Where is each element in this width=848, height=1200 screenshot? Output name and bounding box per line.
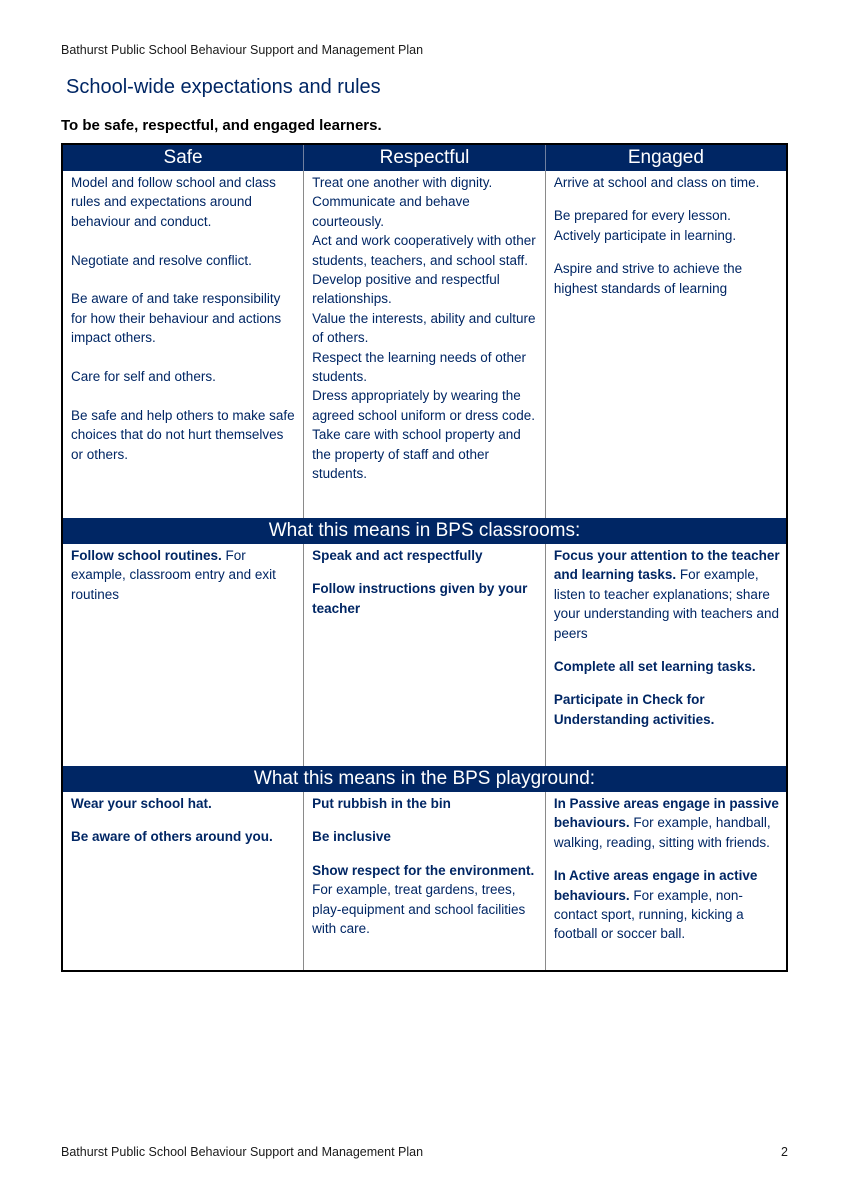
playground-engaged-bold: In Passive areas engage in passive behaviours. (553, 796, 779, 831)
safe-expectations-cell (62, 171, 304, 518)
safe-item: Care for self and others. (71, 369, 216, 385)
playground-engaged-text: For example, non-contact sport, running, kicking a football or soccer ball. (553, 887, 744, 942)
column-header-engaged: Engaged (545, 144, 787, 171)
classrooms-engaged-text: For example, listen to teacher explanations; share your understanding with teachers and peers (553, 567, 779, 641)
respectful-item: Treat one another with dignity. (312, 175, 493, 190)
playground-respectful-cell (304, 792, 546, 971)
expectations-table (61, 143, 788, 972)
safe-item: Be safe and help others to make safe choices that do not hurt themselves or others. (71, 407, 295, 462)
safe-item: Be aware of and take responsibility for how their behaviour and actions impact others. (71, 291, 282, 346)
classrooms-heading: What this means in BPS classrooms: (62, 518, 787, 544)
engaged-item: Actively participate in learning. (553, 227, 737, 243)
engaged-item: Aspire and strive to achieve the highest standards of learning (553, 261, 743, 296)
engaged-item: Arrive at school and class on time. (553, 175, 760, 190)
classrooms-respectful-item: Speak and act respectfully (312, 548, 483, 563)
classrooms-engaged-item (554, 546, 780, 643)
playground-heading: What this means in the BPS playground: (62, 766, 787, 792)
safe-item: Negotiate and resolve conflict. (71, 252, 252, 268)
column-header-safe: Safe (62, 144, 304, 171)
respectful-item: Develop positive and respectful relationships. (312, 272, 500, 307)
playground-safe-item: Wear your school hat. (71, 796, 212, 811)
page-header: Bathurst Public School Behaviour Support and Management Plan (61, 43, 424, 57)
expectations-row (62, 171, 787, 518)
engaged-item: Be prepared for every lesson. (553, 208, 731, 224)
classrooms-engaged-cell (545, 544, 787, 762)
playground-row (62, 792, 787, 971)
respectful-item: Take care with school property and the property of staff and other students. (312, 427, 521, 482)
playground-respectful-item: Put rubbish in the bin (312, 796, 451, 811)
respectful-item: Communicate and behave courteously. (312, 194, 470, 229)
playground-engaged-item (554, 866, 780, 944)
playground-respectful-item (312, 861, 539, 939)
playground-respectful-text: For example, treat gardens, trees, play-equipment and school facilities with care. (312, 882, 526, 937)
classrooms-engaged-item: Complete all set learning tasks. (553, 659, 756, 675)
playground-respectful-bold: Show respect for the environment. (312, 862, 535, 878)
respectful-item: Act and work cooperatively with other students, teachers, and school staff. (312, 233, 536, 268)
respectful-item: Respect the learning needs of other students. (312, 349, 527, 385)
playground-respectful-item: Be inclusive (312, 829, 391, 845)
playground-engaged-bold: In Active areas engage in active behaviours. (553, 868, 758, 903)
playground-heading-row (62, 766, 787, 792)
playground-safe-item: Be aware of others around you. (71, 829, 273, 845)
classrooms-heading-row (62, 518, 787, 544)
classrooms-respectful-cell (304, 544, 546, 762)
engaged-expectations-cell (545, 171, 787, 518)
table-subtitle: To be safe, respectful, and engaged learners. (61, 117, 382, 134)
column-header-respectful: Respectful (304, 144, 546, 171)
playground-engaged-text: For example, handball, walking, reading, sitting with friends. (553, 815, 771, 850)
column-header-row (62, 144, 787, 171)
page-heading: School-wide expectations and rules (66, 76, 381, 98)
page-footer: Bathurst Public School Behaviour Support and Management Plan (61, 1145, 424, 1159)
playground-engaged-item (554, 794, 780, 852)
page-number: 2 (781, 1145, 788, 1159)
respectful-item: Dress appropriately by wearing the agreed school uniform or dress code. (312, 388, 536, 423)
classrooms-safe-item (71, 546, 297, 604)
classrooms-engaged-bold: Focus your attention to the teacher and learning tasks. (553, 548, 780, 583)
playground-engaged-cell (545, 792, 787, 971)
respectful-expectations-cell (304, 171, 546, 518)
respectful-item: Value the interests, ability and culture of others. (312, 310, 536, 346)
classrooms-respectful-item: Follow instructions given by your teacher (312, 581, 528, 616)
classrooms-engaged-item: Participate in Check for Understanding activities. (553, 692, 715, 727)
playground-safe-cell (62, 792, 304, 971)
classrooms-row (62, 544, 787, 762)
classrooms-safe-cell (62, 544, 304, 762)
classrooms-safe-text: For example, classroom entry and exit routines (71, 548, 276, 602)
classrooms-safe-bold: Follow school routines. (71, 548, 222, 563)
safe-item: Model and follow school and class rules and expectations around behaviour and conduct. (71, 175, 276, 229)
